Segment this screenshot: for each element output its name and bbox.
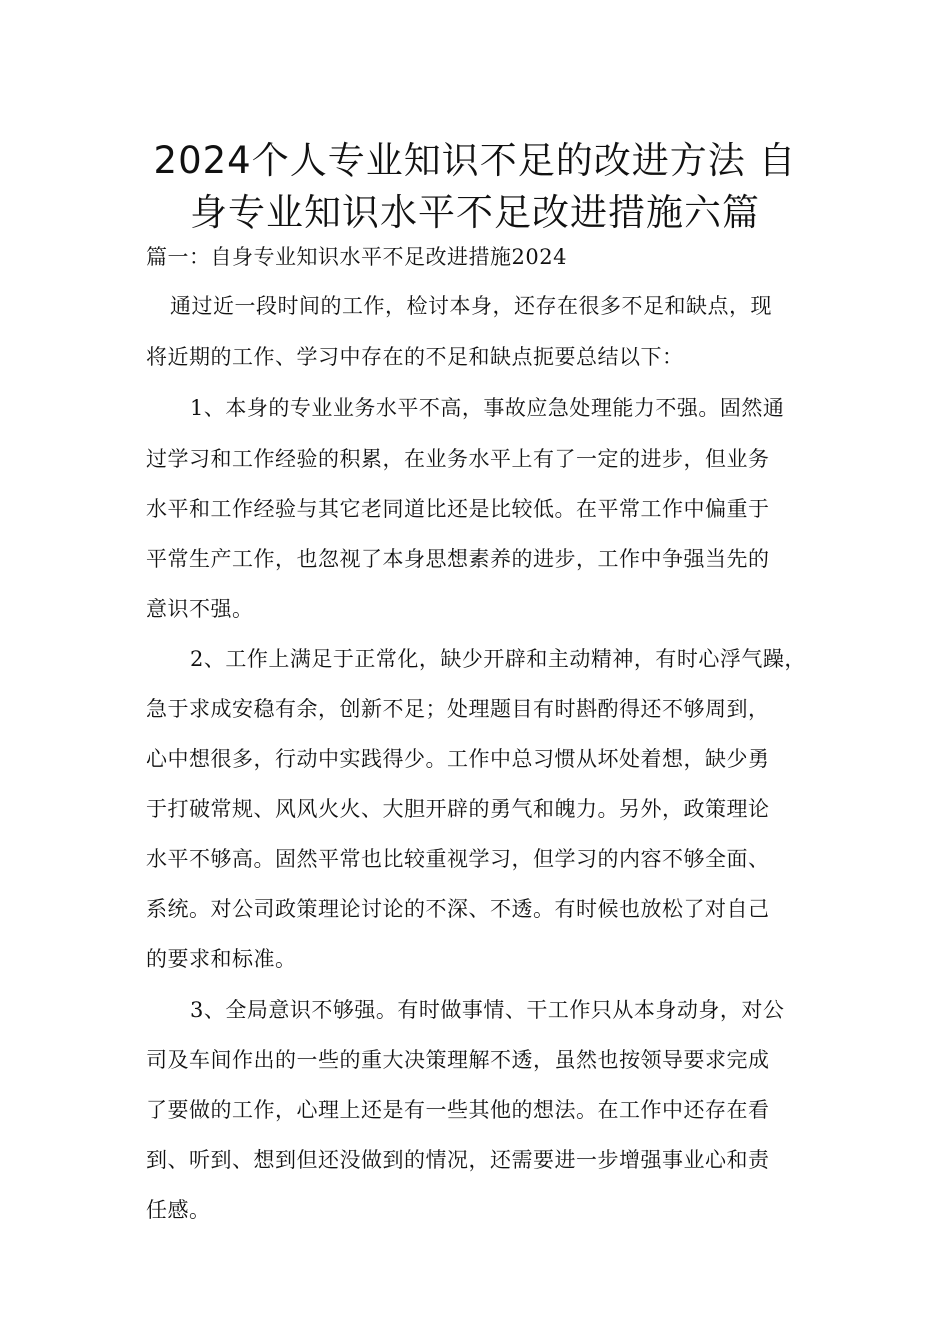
document-title-line-1: 2024个人专业知识不足的改进方法 自 (153, 139, 797, 182)
point3-line: 到、听到、想到但还没做到的情况，还需要进一步增强事业心和责 (146, 1148, 770, 1172)
document-title-line-2: 身专业知识水平不足改进措施六篇 (190, 191, 760, 234)
point1-line: 过学习和工作经验的积累，在业务水平上有了一定的进步，但业务 (146, 447, 770, 471)
point3-line: 3、全局意识不够强。有时做事情、干工作只从本身动身，对公 (190, 998, 785, 1022)
section-heading: 篇一：自身专业知识水平不足改进措施2024 (146, 245, 567, 269)
point1-line: 1、本身的专业业务水平不高，事故应急处理能力不强。固然通 (190, 396, 785, 420)
intro-line: 通过近一段时间的工作，检讨本身，还存在很多不足和缺点，现 (170, 294, 772, 318)
point3-line: 任感。 (146, 1198, 211, 1222)
intro-line: 将近期的工作、学习中存在的不足和缺点扼要总结以下： (146, 345, 684, 369)
point1-line: 平常生产工作，也忽视了本身思想素养的进步，工作中争强当先的 (146, 547, 770, 571)
point3-line: 司及车间作出的一些的重大决策理解不透，虽然也按领导要求完成 (146, 1048, 770, 1072)
point2-line: 2、工作上满足于正常化，缺少开辟和主动精神，有时心浮气躁， (190, 647, 806, 671)
point2-line: 水平不够高。固然平常也比较重视学习，但学习的内容不够全面、 (146, 847, 770, 871)
point2-line: 于打破常规、风风火火、大胆开辟的勇气和魄力。另外，政策理论 (146, 797, 770, 821)
point1-line: 水平和工作经验与其它老同道比还是比较低。在平常工作中偏重于 (146, 497, 770, 521)
point3-line: 了要做的工作，心理上还是有一些其他的想法。在工作中还存在看 (146, 1098, 770, 1122)
point2-line: 心中想很多，行动中实践得少。工作中总习惯从坏处着想，缺少勇 (146, 747, 770, 771)
point2-line: 急于求成安稳有余，创新不足；处理题目有时斟酌得还不够周到， (146, 697, 770, 721)
point2-line: 系统。对公司政策理论讨论的不深、不透。有时候也放松了对自己 (146, 897, 770, 921)
point2-line: 的要求和标准。 (146, 947, 297, 971)
point1-line: 意识不强。 (146, 597, 254, 621)
